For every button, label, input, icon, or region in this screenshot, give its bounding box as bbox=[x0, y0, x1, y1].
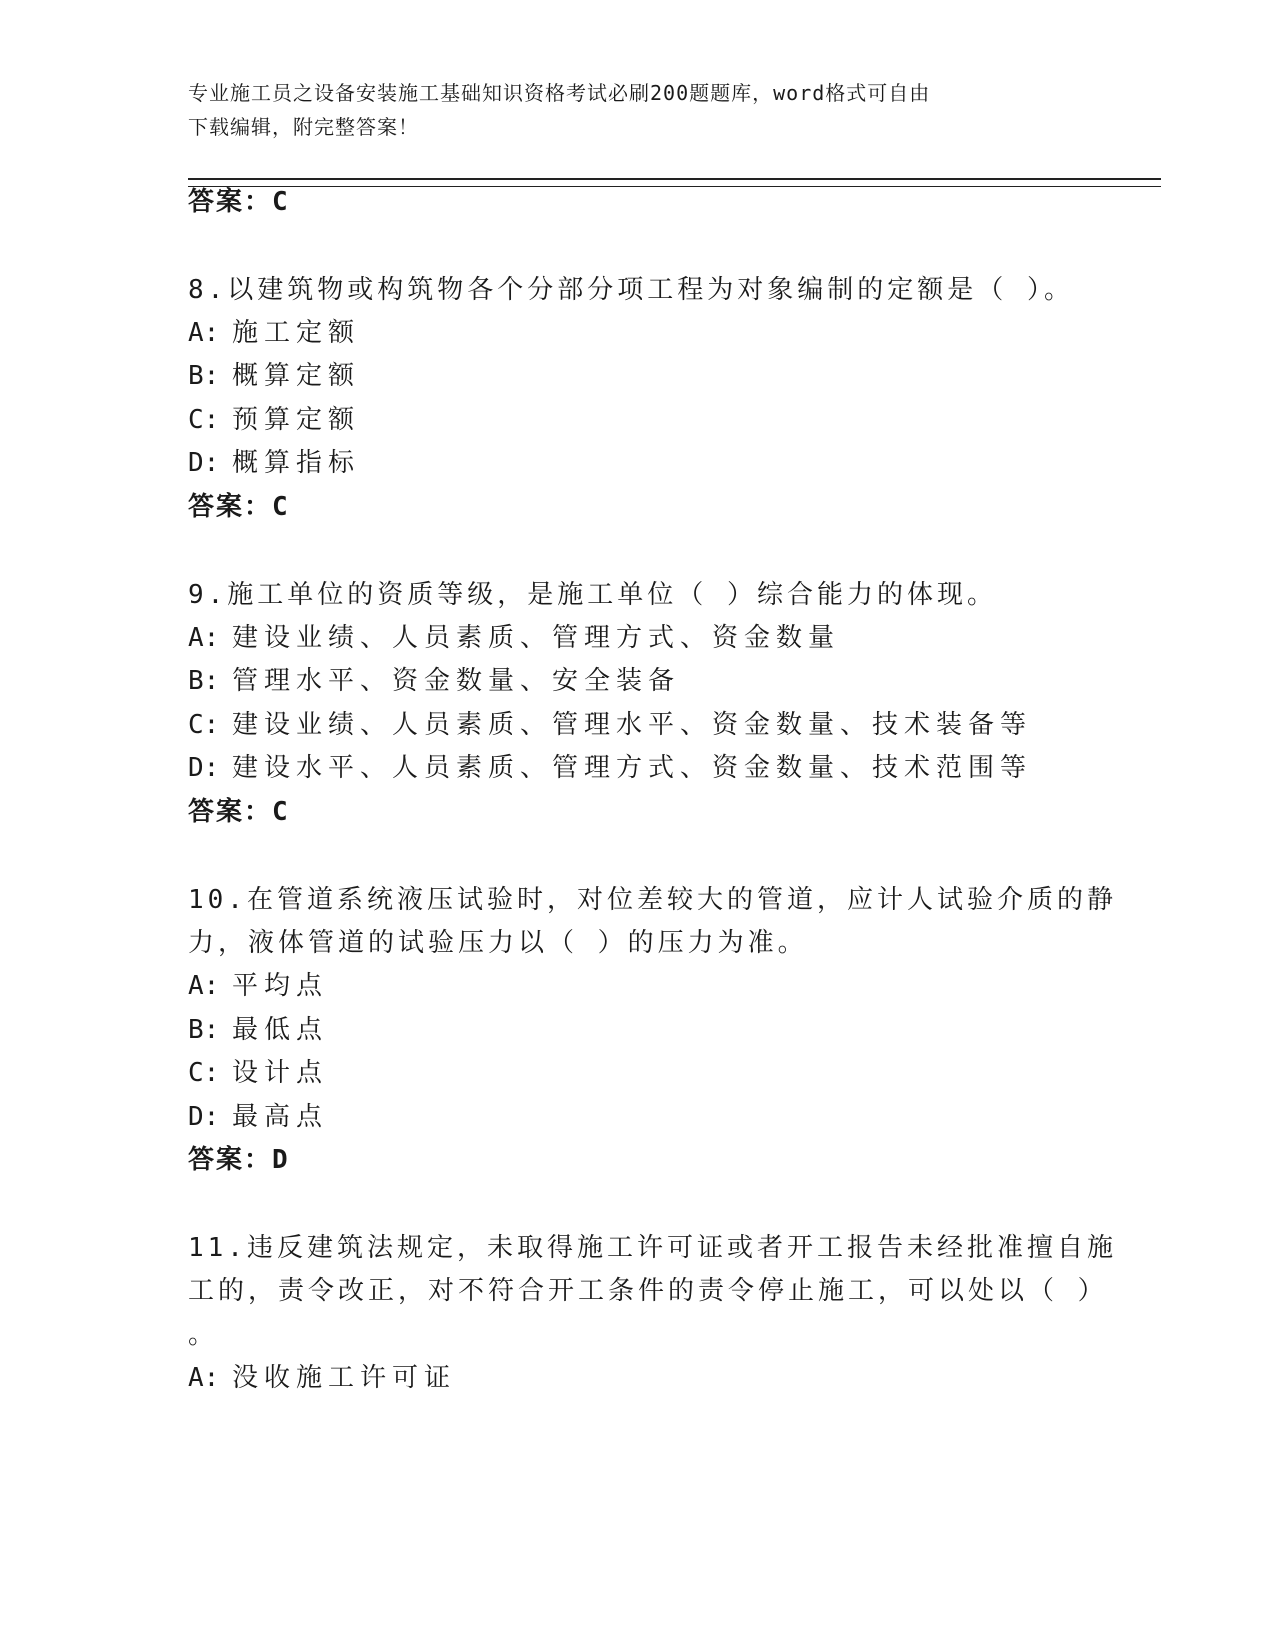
question-8-stem: 8.以建筑物或构筑物各个分部分项工程为对象编制的定额是（ ）。 bbox=[188, 275, 1074, 305]
option-letter: A: bbox=[188, 623, 220, 653]
question-9-option-d bbox=[188, 751, 1032, 785]
option-text: 建设水平、人员素质、管理方式、资金数量、技术范围等 bbox=[232, 753, 1033, 783]
option-letter: A: bbox=[188, 971, 220, 1001]
document-header bbox=[188, 76, 1088, 144]
header-divider bbox=[188, 178, 1161, 187]
answer-q9: 答案：C bbox=[188, 797, 290, 827]
question-8-option-c bbox=[188, 403, 360, 437]
question-9-option-b bbox=[188, 664, 680, 698]
option-text: 概算指标 bbox=[232, 448, 361, 478]
question-10-stem-line-2: 力，液体管道的试验压力以（ ）的压力为准。 bbox=[188, 928, 808, 958]
option-letter: D: bbox=[188, 753, 220, 783]
question-10-stem-line-1: 10.在管道系统液压试验时，对位差较大的管道，应计人试验介质的静 bbox=[188, 885, 1117, 915]
option-text: 施工定额 bbox=[232, 318, 361, 348]
option-letter: D: bbox=[188, 1102, 220, 1132]
option-text: 概算定额 bbox=[232, 361, 361, 391]
header-line-1: 专业施工员之设备安装施工基础知识资格考试必刷200题题库，word格式可自由 bbox=[188, 81, 931, 105]
question-10-option-d bbox=[188, 1100, 328, 1134]
option-letter: A: bbox=[188, 1363, 220, 1393]
option-letter: C: bbox=[188, 405, 220, 435]
option-text: 建设业绩、人员素质、管理水平、资金数量、技术装备等 bbox=[232, 710, 1033, 740]
question-9-option-c bbox=[188, 708, 1032, 742]
question-9-option-a bbox=[188, 621, 840, 655]
option-text: 最高点 bbox=[232, 1102, 329, 1132]
question-10-option-b bbox=[188, 1013, 328, 1047]
option-letter: D: bbox=[188, 448, 220, 478]
option-text: 设计点 bbox=[232, 1058, 329, 1088]
answer-q8: 答案：C bbox=[188, 492, 290, 522]
question-11-stem-line-1: 11.违反建筑法规定，未取得施工许可证或者开工报告未经批准擅自施 bbox=[188, 1233, 1117, 1263]
question-9-stem: 9.施工单位的资质等级，是施工单位（ ）综合能力的体现。 bbox=[188, 580, 997, 610]
question-8-option-a bbox=[188, 316, 360, 350]
option-text: 预算定额 bbox=[232, 405, 361, 435]
answer-q7: 答案：C bbox=[188, 187, 290, 217]
answer-q10: 答案：D bbox=[188, 1145, 290, 1175]
question-11-stem-line-2: 工的，责令改正，对不符合开工条件的责令停止施工，可以处以（ ） bbox=[188, 1276, 1108, 1306]
option-letter: B: bbox=[188, 666, 220, 696]
option-letter: B: bbox=[188, 1015, 220, 1045]
option-text: 平均点 bbox=[232, 971, 329, 1001]
question-8-option-d bbox=[188, 446, 360, 480]
header-line-2: 下载编辑，附完整答案！ bbox=[188, 115, 419, 139]
option-letter: C: bbox=[188, 710, 220, 740]
question-10-option-c bbox=[188, 1056, 328, 1090]
option-text: 最低点 bbox=[232, 1015, 329, 1045]
question-11-stem-line-3: 。 bbox=[188, 1320, 219, 1350]
option-text: 没收施工许可证 bbox=[232, 1363, 457, 1393]
option-letter: C: bbox=[188, 1058, 220, 1088]
question-11-option-a bbox=[188, 1361, 456, 1395]
question-10-option-a bbox=[188, 969, 328, 1003]
option-text: 管理水平、资金数量、安全装备 bbox=[232, 666, 681, 696]
option-text: 建设业绩、人员素质、管理方式、资金数量 bbox=[232, 623, 841, 653]
option-letter: B: bbox=[188, 361, 220, 391]
option-letter: A: bbox=[188, 318, 220, 348]
question-8-option-b bbox=[188, 359, 360, 393]
